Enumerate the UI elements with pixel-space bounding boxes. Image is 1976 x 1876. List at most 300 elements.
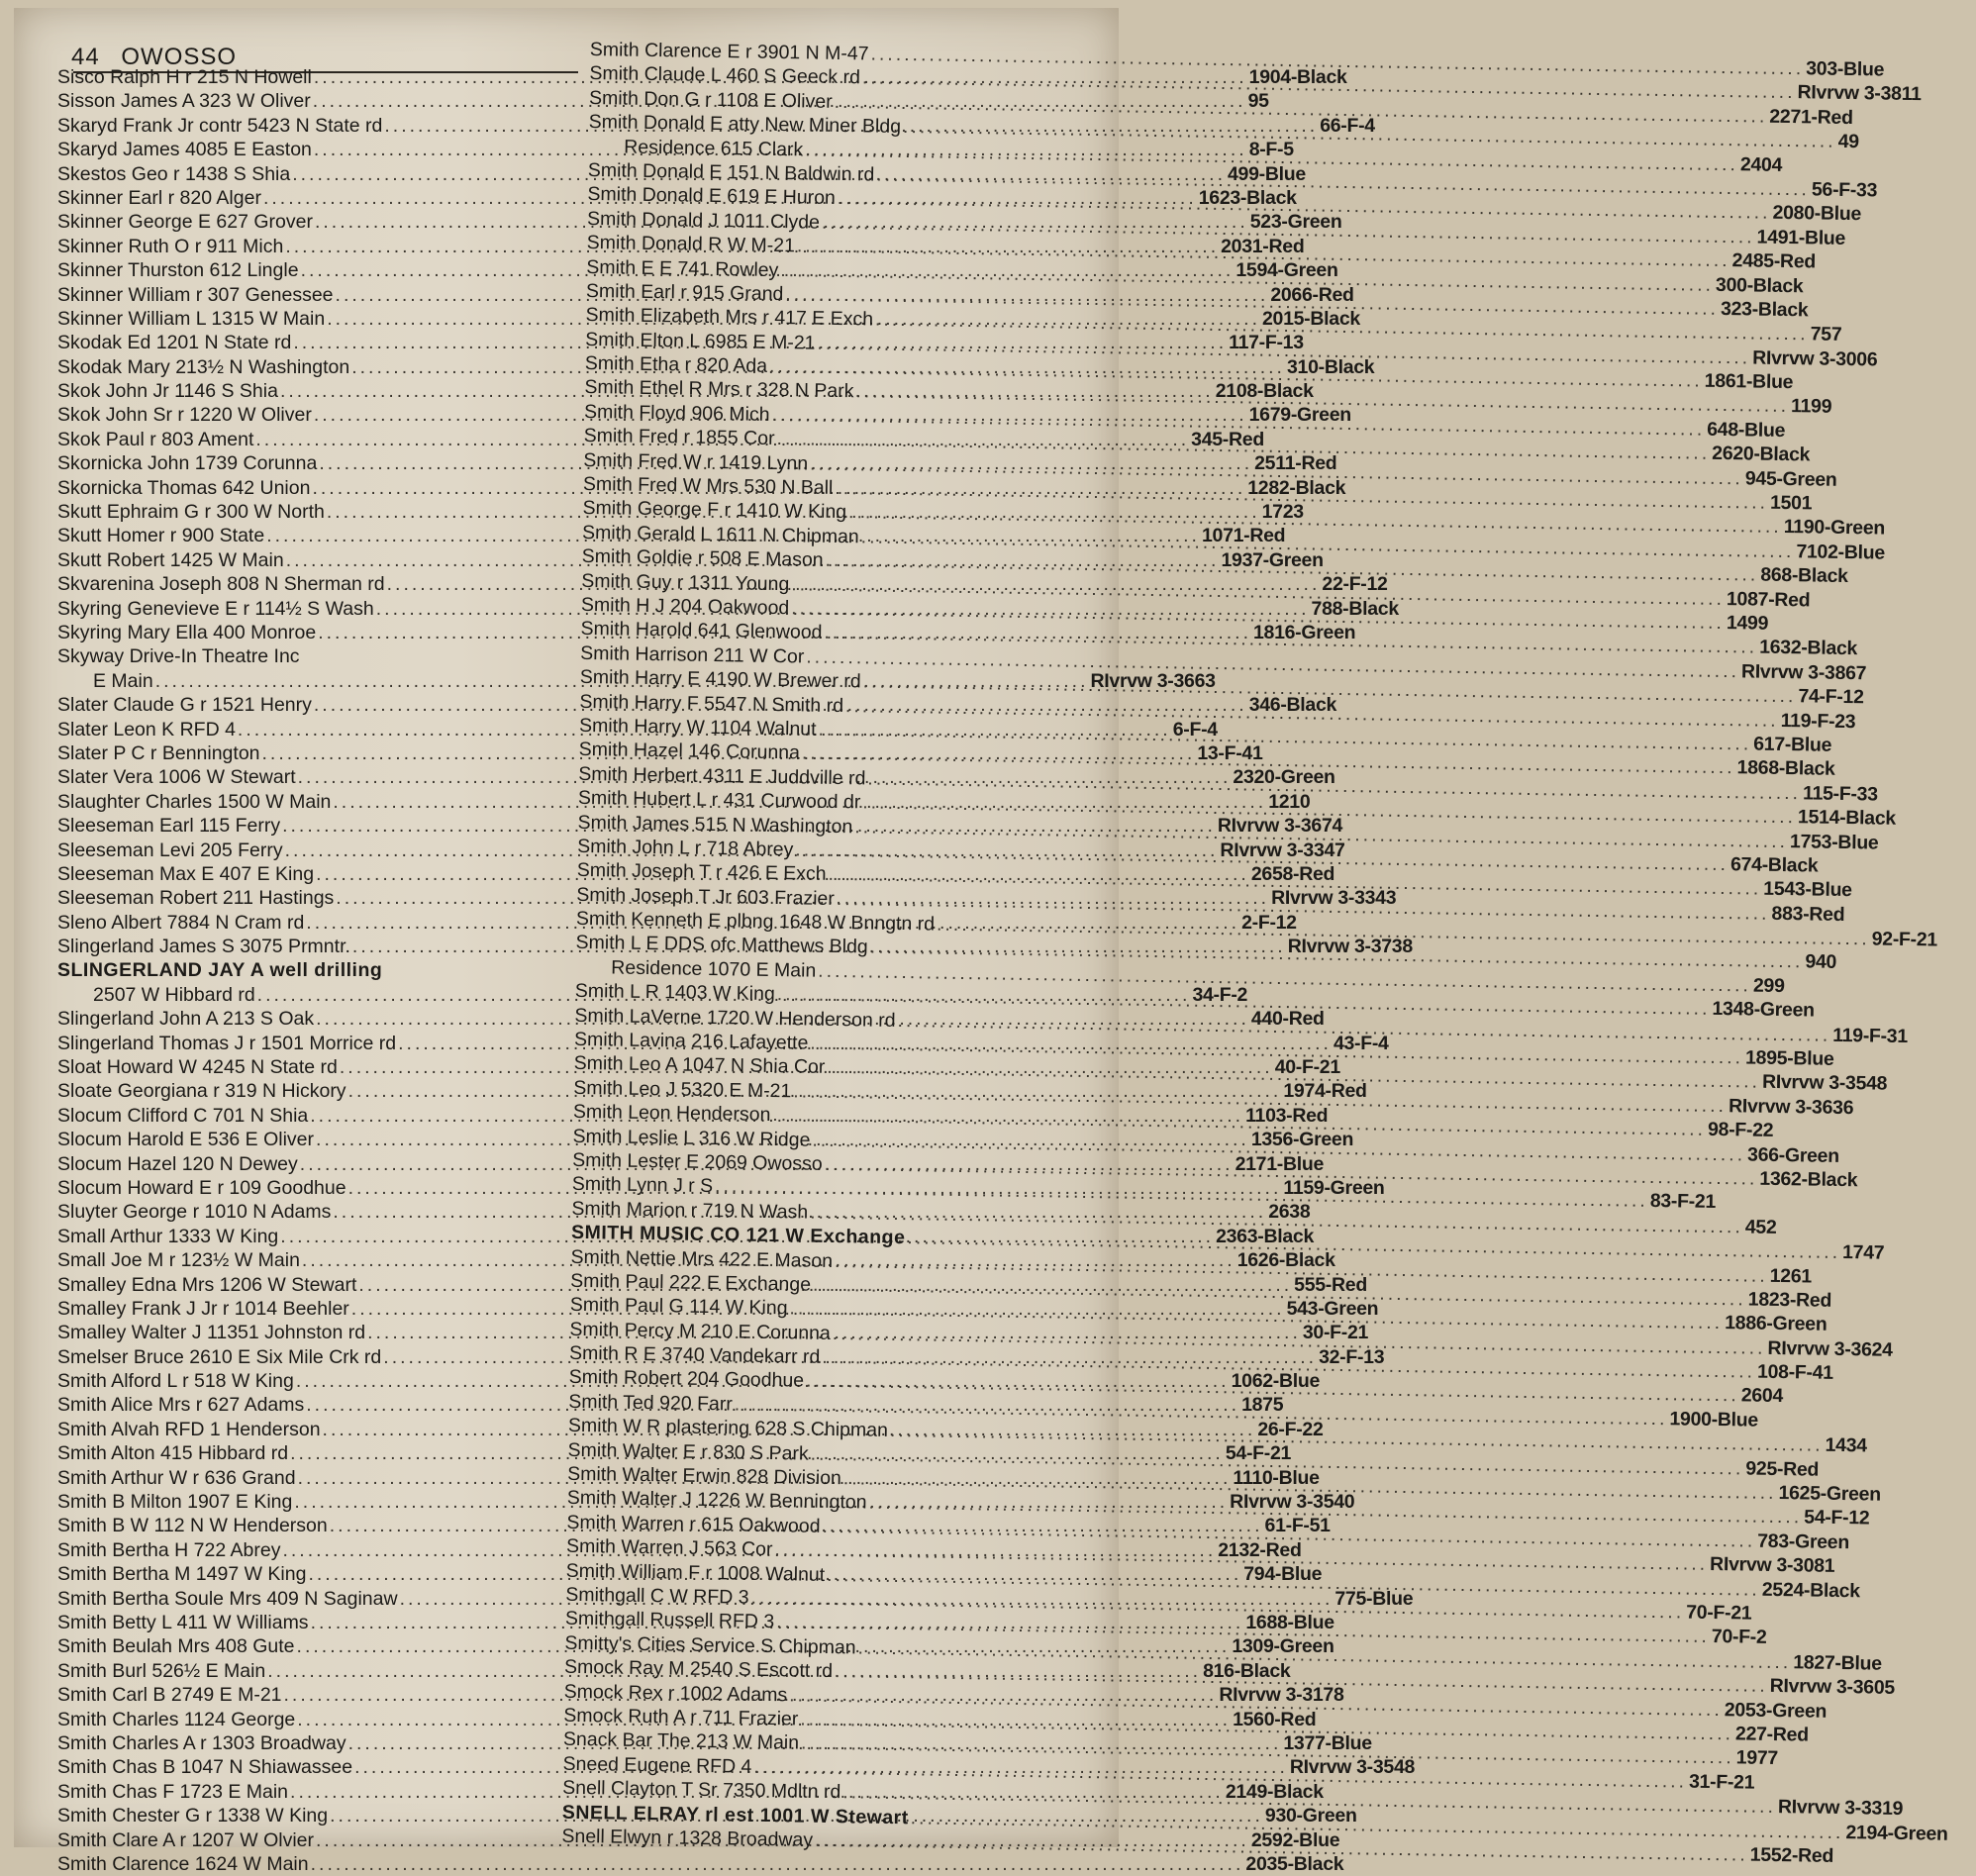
entry-phone-number: 1543-Blue [1763,878,1852,902]
entry-name: Smith Gerald L 1611 N Chipman [581,521,859,548]
entry-phone-number: 2066-Red [1270,283,1354,306]
entry-name: Skinner William r 307 Genessee [57,283,334,306]
entry-name: Snell Clayton T Sr 7350 Mdltn rd [562,1776,841,1804]
entry-name: Slingerland Thomas J r 1501 Morrice rd [57,1032,397,1054]
entry-phone-number: 816-Black [1203,1659,1291,1682]
entry-phone-number: 1626-Black [1236,1249,1335,1272]
entry-name: Slocum Harold E 536 E Oliver [57,1129,315,1151]
entry-phone-number: 7102-Blue [1796,541,1886,564]
entry-name: Smith Clarence E r 3901 N M-47 [589,38,869,65]
entry-phone-number: 1937-Green [1221,548,1324,571]
entry-name: Slocum Hazel 120 N Dewey [57,1152,298,1175]
entry-phone-number: 1974-Red [1283,1080,1367,1103]
entry-phone-number: 346-Black [1248,694,1337,717]
entry-phone-number: RIvrvw 3-3605 [1769,1675,1896,1700]
entry-phone-number: 930-Green [1264,1805,1357,1827]
entry-phone-number: 1199 [1790,395,1832,419]
entry-phone-number: 2320-Green [1233,766,1335,789]
entry-phone-number: 2132-Red [1218,1538,1302,1561]
entry-phone-number: 74-F-12 [1798,685,1864,709]
entry-name: Smock Ruth A r 711 Frazier [563,1704,799,1730]
entry-phone-number: 1679-Green [1248,404,1351,427]
entry-name: Smith Ted 920 Farr [568,1390,733,1416]
entry-name: Smith Alford L r 518 W King [57,1370,294,1393]
entry-phone-number: 54-F-12 [1804,1506,1870,1530]
entry-phone-number: 310-Black [1286,355,1375,378]
entry-name: Smith Marion r 719 N Wash [571,1197,809,1224]
entry-name: Smith Donald R W M-21 [586,232,796,257]
entry-phone-number: 1110-Blue [1233,1466,1320,1489]
entry-name: Smith Arthur W r 636 Grand [57,1466,296,1489]
entry-phone-number: 95 [1247,90,1269,113]
entry-name: Skyring Genevieve E r 114½ S Wash [57,597,374,620]
entry-phone-number: 2638 [1268,1201,1311,1224]
entry-name: 2507 W Hibbard rd [93,983,255,1006]
entry-name: Smith Donald E 151 N Baldwin rd [587,158,875,186]
entry-phone-number: 30-F-21 [1302,1322,1369,1344]
entry-phone-number: RIvrvw 3-3081 [1709,1553,1835,1578]
entry-name: Skodak Mary 213½ N Washington [57,355,350,378]
entry-name: Smith Hubert L r 431 Curwood dr [577,787,861,814]
entry-phone-number: 2080-Blue [1772,202,1862,226]
entry-name: Skaryd Frank Jr contr 5423 N State rd [57,114,383,137]
entry-name: Smith Harold 641 Glenwood [580,618,823,644]
entry-phone-number: 1900-Blue [1669,1408,1759,1432]
entry-name: Smith Fred r 1855 Cor [583,425,775,450]
entry-phone-number: 940 [1805,950,1837,974]
entry-phone-number: 227-Red [1734,1723,1809,1746]
entry-phone-number: RIvrvw 3-3674 [1217,815,1343,838]
entry-name: Skutt Robert 1425 W Main [57,548,284,571]
entry-phone-number: 300-Black [1715,273,1804,297]
entry-phone-number: RIvrvw 3-3663 [1090,669,1216,692]
entry-name: Smith Carl B 2749 E M-21 [57,1684,282,1707]
entry-phone-number: 70-F-21 [1686,1601,1752,1625]
entry-name: Skutt Ephraim G r 300 W North [57,501,325,524]
entry-name: Smith Alvah RFD 1 Henderson [57,1418,321,1440]
entry-name: Smith Leo J 5320 E M-21 [573,1076,792,1103]
entry-phone-number: 54-F-21 [1225,1442,1292,1465]
entry-name: Smith R E 3740 Vandekarr rd [568,1341,821,1368]
entry-name: Smith Burl 526½ E Main [57,1659,266,1682]
entry-name: Sisco Ralph H r 215 N Howell [57,66,312,88]
entry-name: Skyring Mary Ella 400 Monroe [57,621,317,643]
entry-name: Smith Elton L 6985 E M-21 [585,328,816,354]
entry-phone-number: RIvrvw 3-3624 [1767,1336,1893,1361]
entry-phone-number: 8-F-5 [1248,139,1294,161]
entry-name: Smith Goldie r 508 E Mason [581,545,824,571]
entry-name: Smith Fred W Mrs 530 N Ball [582,472,834,499]
entry-phone-number: 868-Black [1760,563,1848,588]
entry-name: Sisson James A 323 W Oliver [57,90,311,113]
entry-name: Residence 615 Clark [624,136,804,160]
entry-phone-number: 1753-Blue [1789,830,1879,854]
entry-name: Sleeseman Robert 211 Hastings [57,887,335,910]
entry-phone-number: 34-F-2 [1192,983,1248,1006]
entry-name: Smith Clarence 1624 W Main [57,1852,309,1875]
entry-name: Smith George F r 1410 W King [582,497,847,524]
entry-name: Skinner William L 1315 W Main [57,307,326,330]
entry-phone-number: 1904-Black [1248,66,1347,88]
entry-name: Small Arthur 1333 W King [57,1225,279,1247]
directory-entry [57,1852,1344,1876]
entry-phone-number: 1625-Green [1778,1482,1881,1506]
entry-name: Slaughter Charles 1500 W Main [57,790,332,813]
entry-phone-number: RIvrvw 3-3636 [1728,1094,1854,1119]
entry-name: Smith Chas F 1723 E Main [57,1780,289,1803]
entry-name: Small Joe M r 123½ W Main [57,1249,300,1272]
entry-phone-number: 1362-Black [1759,1167,1858,1192]
entry-phone-number: 2035-Black [1245,1852,1344,1875]
entry-name: Smith Harrison 211 W Cor [580,642,805,668]
entry-phone-number: 40-F-21 [1274,1056,1340,1079]
entry-phone-number: 31-F-21 [1688,1770,1755,1794]
entry-name: Slingerland John A 213 S Oak [57,1008,315,1031]
entry-phone-number: 788-Black [1311,597,1399,620]
entry-name: Sleno Albert 7884 N Cram rd [57,911,305,934]
entry-name: Skok John Jr 1146 S Shia [57,380,278,403]
entry-name: Slater Claude G r 1521 Henry [57,694,312,717]
entry-name: Smith John L r 718 Abrey [576,835,794,861]
entry-phone-number: 299 [1752,974,1785,997]
entry-phone-number: RIvrvw 3-3006 [1752,346,1878,371]
entry-phone-number: 1875 [1241,1394,1284,1417]
entry-name: Smith Joseph T Jr 603 Frazier [576,883,836,910]
entry-name: Smith Beulah Mrs 408 Gute [57,1635,295,1658]
entry-name: Smith Clare A r 1207 W Olvier [57,1828,315,1851]
entry-phone-number: 794-Blue [1243,1563,1323,1586]
entry-name: Smith Ethel R Mrs r 328 N Park [584,376,854,403]
entry-phone-number: 1062-Blue [1231,1370,1321,1393]
entry-name: Smith Donald E 619 E Huron [587,183,837,210]
entry-name: Smith Bertha M 1497 W King [57,1563,307,1586]
entry-phone-number: 303-Blue [1806,57,1885,81]
entry-phone-number: 2485-Red [1731,249,1817,273]
entry-name: Snack Bar The 213 W Main [562,1728,800,1754]
entry-name: Skvarenina Joseph 808 N Sherman rd [57,573,385,596]
page-number: 44 [71,44,100,70]
entry-phone-number: 1977 [1735,1746,1779,1770]
entry-name: Slocum Howard E r 109 Goodhue [57,1176,346,1199]
entry-name: Smith Walter J 1226 W Bennington [566,1487,867,1515]
entry-phone-number: 2658-Red [1250,862,1335,885]
entry-name: Smith Alice Mrs r 627 Adams [57,1394,305,1417]
entry-phone-number: 2363-Black [1216,1225,1314,1247]
entry-name: Smith Nettie Mrs 422 E Mason [570,1245,834,1272]
entry-phone-number: 1823-Red [1747,1288,1832,1312]
entry-phone-number: 617-Blue [1753,733,1832,756]
entry-name: Smith Donald E atty New Miner Bldg [588,111,902,139]
entry-phone-number: 2511-Red [1254,452,1337,475]
entry-name: Smith Bertha H 722 Abrey [57,1538,281,1561]
entry-phone-number: RIvrvw 3-3319 [1777,1796,1904,1821]
entry-phone-number: 119-F-23 [1780,709,1856,733]
entry-name: SNELL ELRAY rl est 1001 W Stewart [561,1801,909,1828]
entry-phone-number: 2592-Blue [1250,1828,1340,1851]
entry-name: Smith Harry E 4190 W Brewer rd [579,666,861,693]
entry-name: Smith Lynn J r S [571,1173,714,1198]
entry-name: Snell Elwyn r 1328 Broadway [561,1825,814,1851]
entry-phone-number: 1723 [1261,501,1304,524]
entry-name: Smith Warren J 563 Cor [565,1535,773,1561]
entry-phone-number: 1434 [1825,1434,1867,1457]
entry-phone-number: 115-F-33 [1802,782,1878,806]
entry-name: Smalley Edna Mrs 1206 W Stewart [57,1273,357,1296]
entry-name: Sluyter George r 1010 N Adams [57,1201,332,1224]
entry-phone-number: 2015-Black [1262,307,1360,330]
entry-name: Smith W R plastering 628 S Chipman [567,1415,889,1442]
entry-phone-number: 775-Blue [1334,1587,1414,1610]
entry-phone-number: 2053-Green [1724,1698,1828,1723]
entry-phone-number: RIvrvw 3-3347 [1220,839,1345,861]
entry-name: Smith Hazel 146 Corunna [578,739,801,764]
entry-phone-number: 1071-Red [1201,525,1286,547]
entry-phone-number: 523-Green [1249,211,1342,234]
entry-name: Sloate Georgiana r 319 N Hickory [57,1080,346,1103]
entry-name: Skinner Ruth O r 911 Mich [57,235,284,257]
entry-phone-number: 1501 [1769,491,1813,515]
entry-phone-number: 2149-Black [1225,1780,1324,1803]
entry-phone-number: 1594-Green [1235,259,1338,282]
entry-phone-number: 2-F-12 [1241,911,1297,934]
entry-phone-number: 2271-Red [1769,105,1853,129]
entry-name: Slocum Clifford C 701 N Shia [57,1104,309,1127]
entry-name: Smith Don G r 1108 E Oliver [588,86,833,113]
entry-phone-number: 452 [1744,1216,1777,1238]
entry-phone-number: RIvrvw 3-3178 [1219,1684,1344,1707]
entry-name: Smith Bertha Soule Mrs 409 N Saginaw [57,1587,398,1610]
entry-phone-number: 1309-Green [1232,1635,1334,1658]
entry-name: Smith Chas B 1047 N Shiawassee [57,1756,353,1779]
entry-name: Smalley Frank J Jr r 1014 Beehler [57,1297,349,1320]
entry-name: Skinner George E 627 Grover [57,211,313,234]
entry-name: Sneed Eugene RFD 4 [562,1752,752,1778]
entry-phone-number: 22-F-12 [1322,573,1388,596]
entry-name: Sloat Howard W 4245 N State rd [57,1056,338,1079]
entry-name: Smith Chester G r 1338 W King [57,1805,329,1827]
entry-phone-number: 1816-Green [1253,621,1356,643]
entry-name: Skok John Sr r 1220 W Oliver [57,404,312,427]
entry-name: Skornicka Thomas 642 Union [57,476,311,499]
entry-phone-number: 1348-Green [1712,998,1815,1022]
entry-name: Smith William F r 1008 Walnut [565,1559,826,1586]
entry-phone-number: RIvrvw 3-3811 [1797,81,1922,106]
entry-phone-number: 108-F-41 [1756,1360,1833,1384]
entry-name: Smith Charles A r 1303 Broadway [57,1731,346,1754]
entry-name: Smith Betty L 411 W Williams [57,1612,309,1633]
entry-name: Skinner Thurston 612 Lingle [57,259,299,282]
entry-name: Smith Alton 415 Hibbard rd [57,1442,289,1465]
entry-name: Smock Rex r 1002 Adams [563,1680,788,1706]
entry-phone-number: 2171-Blue [1235,1152,1325,1175]
entry-phone-number: 648-Blue [1707,418,1786,442]
entry-name: Skyway Drive-In Theatre Inc [57,645,300,668]
entry-name: Smith Warren r 615 Oakwood [566,1511,821,1537]
entry-name: Smith Earl r 915 Grand [585,279,784,306]
entry-phone-number: 117-F-13 [1229,332,1304,354]
entry-phone-number: 1861-Blue [1704,369,1794,394]
entry-name: Smith Donald J 1011 Clyde [586,207,821,234]
entry-phone-number: 2404 [1739,152,1783,176]
entry-name: Slater P C r Bennington [57,741,260,764]
entry-phone-number: 1747 [1841,1241,1885,1264]
entry-name: Slingerland James S 3075 Prmntr. [57,936,350,958]
entry-phone-number: 49 [1837,130,1859,153]
entry-name: Smith James 515 N Washington [577,811,853,838]
entry-phone-number: RIvrvw 3-3738 [1287,936,1413,958]
entry-phone-number: 2108-Black [1215,380,1314,403]
entry-phone-number: 1560-Red [1233,1708,1317,1730]
entry-name: SLINGERLAND JAY A well drilling [57,959,383,982]
entry-phone-number: 1632-Black [1758,637,1858,660]
entry-name: Smith Lavina 216 Lafayette [573,1028,809,1054]
entry-phone-number: 32-F-13 [1319,1345,1385,1368]
entry-name: Smith Floyd 906 Mich [583,400,770,426]
entry-phone-number: 61-F-51 [1264,1515,1331,1537]
entry-name: Sleeseman Earl 115 Ferry [57,815,281,838]
entry-phone-number: 26-F-22 [1257,1418,1324,1440]
entry-phone-number: 92-F-21 [1871,928,1938,951]
entry-name: Skinner Earl r 820 Alger [57,186,261,209]
entry-name: Skok Paul r 803 Ament [57,428,254,450]
entry-phone-number: 1159-Green [1283,1176,1385,1199]
entry-phone-number: 119-F-31 [1832,1024,1909,1047]
entry-name: Skodak Ed 1201 N State rd [57,332,292,354]
entry-phone-number: 1356-Green [1250,1129,1354,1151]
entry-name: SMITH MUSIC CO 121 W Exchange [570,1221,906,1249]
entry-phone-number: 1688-Blue [1245,1612,1334,1633]
entry-phone-number: 66-F-4 [1320,114,1375,137]
entry-name: Slater Vera 1006 W Stewart [57,766,296,789]
entry-name: Smith Robert 204 Goodhue [568,1366,805,1393]
entry-phone-number: 98-F-22 [1707,1119,1774,1142]
entry-name: Smith Harry W 1104 Walnut [578,714,817,741]
entry-name: Smith Herbert 4311 E Juddville rd [578,762,866,790]
entry-name: Skestos Geo r 1438 S Shia [57,162,291,185]
entry-name: Smith Leon Henderson [572,1101,771,1127]
entry-phone-number: 1103-Red [1245,1104,1329,1127]
entry-name: E Main [93,669,153,692]
entry-phone-number: RIvrvw 3-3540 [1230,1491,1355,1514]
entry-name: Smith L R 1403 W King [574,980,775,1006]
entry-phone-number: 1552-Red [1749,1843,1834,1867]
entry-name: Smith Lester E 2069 Owosso [572,1148,823,1175]
entry-name: Smith Guy r 1311 Young [581,569,790,595]
entry-name: Residence 1070 E Main [611,956,817,982]
entry-name: Smith L E DDS ofc Matthews Bldg [575,932,868,958]
entry-phone-number: 1282-Black [1247,476,1346,499]
city-title: OWOSSO [121,44,238,70]
entry-phone-number: 2620-Black [1712,443,1811,466]
entry-phone-number: 83-F-21 [1649,1190,1717,1214]
entry-phone-number: 1895-Blue [1744,1046,1834,1070]
entry-phone-number: 1491-Blue [1756,226,1846,249]
entry-name: Smith E E 741 Rowley [586,255,779,281]
entry-phone-number: 1190-Green [1783,516,1886,541]
entry-name: Smith Leslie L 316 W Ridge [572,1125,811,1151]
entry-name: Smith Walter E r 830 S Park [567,1438,809,1465]
entry-name: Smalley Walter J 11351 Johnston rd [57,1322,366,1344]
entry-name: Smith Joseph T r 426 E Exch [576,859,827,886]
entry-phone-number: 925-Red [1745,1457,1820,1481]
entry-phone-number: 2031-Red [1221,235,1305,257]
entry-name: Smith Paul G 114 W King [569,1294,788,1320]
entry-phone-number: 2604 [1740,1384,1784,1408]
entry-name: Smith Elizabeth Mrs r 417 E Exch [585,304,874,331]
entry-name: Smith LaVerne 1720 W Henderson rd [574,1004,896,1032]
entry-phone-number: 1623-Black [1198,186,1297,209]
entry-phone-number: 555-Red [1294,1273,1367,1296]
entry-phone-number: RIvrvw 3-3867 [1740,660,1867,685]
entry-name: Smithgall Russell RFD 3 [564,1608,775,1633]
entry-phone-number: 1087-Red [1726,587,1811,612]
entry-name: Smith Charles 1124 George [57,1708,296,1730]
entry-phone-number: RIvrvw 3-3548 [1289,1756,1416,1779]
directory-entry [57,644,570,668]
entry-name: Smith Walter Erwin 828 Division [567,1462,842,1490]
entry-phone-number: 2194-Green [1845,1821,1948,1845]
entry-name: Smith H J 204 Oakwood [580,593,790,620]
entry-name: Smith Claude L 460 S Geeck rd [589,62,861,89]
entry-name: Smith Leo A 1047 N Shia Cor [573,1052,826,1079]
entry-name: Smith Etha r 820 Ada [584,352,768,377]
entry-phone-number: 1886-Green [1725,1312,1828,1336]
entry-phone-number: 1514-Black [1797,806,1897,830]
entry-name: Smith Fred W r 1419 Lynn [583,448,809,475]
entry-name: Sleeseman Max E 407 E King [57,862,315,885]
entry-phone-number: 56-F-33 [1811,178,1878,202]
entry-phone-number: RIvrvw 3-3343 [1271,887,1397,910]
entry-phone-number: 757 [1810,323,1842,346]
entry-phone-number: 945-Green [1744,467,1837,491]
entry-phone-number: 6-F-4 [1172,718,1218,741]
entry-phone-number: 883-Red [1771,902,1845,926]
entry-phone-number: 2524-Black [1761,1578,1860,1602]
entry-name: Smith B W 112 N W Henderson [57,1515,328,1537]
entry-phone-number: 1377-Blue [1283,1731,1372,1754]
entry-phone-number: 543-Green [1286,1297,1379,1320]
entry-phone-number: 499-Blue [1228,162,1306,185]
entry-phone-number: 1827-Blue [1793,1651,1882,1675]
directory-entry [57,958,570,982]
entry-phone-number: 440-Red [1250,1008,1325,1031]
entry-phone-number: 1261 [1769,1264,1813,1288]
entry-name: Skutt Homer r 900 State [57,525,265,547]
entry-name: Smith Percy M 210 E Corunna [569,1318,832,1344]
entry-phone-number: 783-Green [1757,1530,1850,1553]
entry-phone-number: 323-Black [1720,297,1809,322]
entry-phone-number: 43-F-4 [1333,1032,1389,1054]
entry-name: Smith Harry F 5547 N Smith rd [579,690,844,717]
entry-phone-number: 1868-Black [1736,756,1835,781]
entry-phone-number: 13-F-41 [1197,741,1263,764]
entry-name: Smelser Bruce 2610 E Six Mile Crk rd [57,1345,382,1368]
entry-name: Smith Paul 222 E Exchange [570,1269,812,1296]
entry-name: Skaryd James 4085 E Easton [57,139,312,161]
entry-phone-number: 345-Red [1191,428,1264,450]
entry-name: Slater Leon K RFD 4 [57,718,236,741]
entry-name: Smith Kenneth E plbng 1648 W Bnngtn rd [575,907,936,936]
entry-name: Skornicka John 1739 Corunna [57,452,318,475]
entry-phone-number: 1499 [1726,612,1769,635]
entry-phone-number: 1210 [1268,790,1311,813]
entry-name: Smithgall C W RFD 3 [565,1583,749,1609]
entry-phone-number: 366-Green [1746,1143,1839,1167]
entry-name: Sleeseman Levi 205 Ferry [57,839,283,861]
entry-name: Smock Ray M 2540 S Escott rd [563,1655,834,1683]
entry-phone-number: RIvrvw 3-3548 [1761,1071,1888,1096]
entry-name: Smith B Milton 1907 E King [57,1491,293,1514]
